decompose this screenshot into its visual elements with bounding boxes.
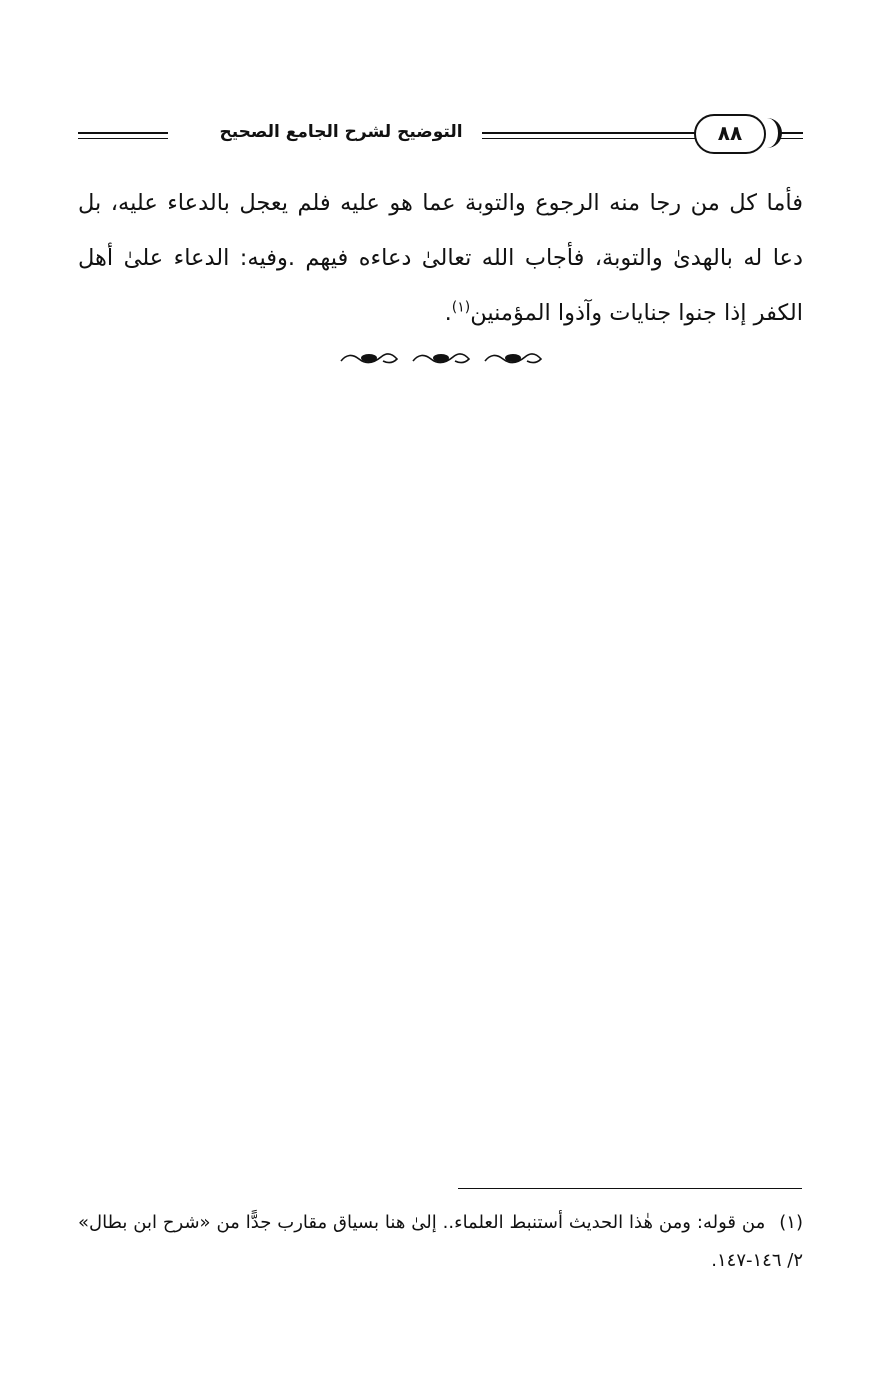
footnote-separator <box>458 1188 802 1189</box>
running-title: التوضيح لشرح الجامع الصحيح <box>219 122 463 142</box>
paragraph-text: فأما كل من رجا منه الرجوع والتوبة عما هو عليه فلم يعجل بالدعاء عليه، بل دعا له بالهدىٰ والتوبة، فأجاب الله تعالىٰ دعاءه فيهم .وفيه: الدعاء علىٰ أهل الكفر إذا جنوا جنايات وآذوا المؤمنين <box>78 190 803 326</box>
header-rule-left-top <box>78 132 168 134</box>
header-rule-left-bottom <box>78 138 168 139</box>
page-header <box>78 110 803 160</box>
footnote-number: (١) <box>779 1212 803 1233</box>
footnote-1 <box>78 1204 803 1280</box>
section-divider-ornament <box>335 345 553 371</box>
main-paragraph <box>78 176 803 341</box>
footnote-reference: (١) <box>451 299 471 316</box>
paragraph-end-punctuation: . <box>444 300 452 326</box>
header-rule-right-bottom <box>778 138 803 139</box>
footnote-text: من قوله: ومن هٰذا الحديث أستنبط العلماء.. إلىٰ هنا بسياق مقارب جدًّا من «شرح ابن بطال» ٢/ ١٤٦-١٤٧. <box>78 1212 803 1271</box>
page-number: ٨٨ <box>694 114 766 154</box>
header-rule-right-top <box>778 132 803 134</box>
header-rule-middle-top <box>482 132 696 134</box>
header-rule-middle-bottom <box>482 138 696 139</box>
